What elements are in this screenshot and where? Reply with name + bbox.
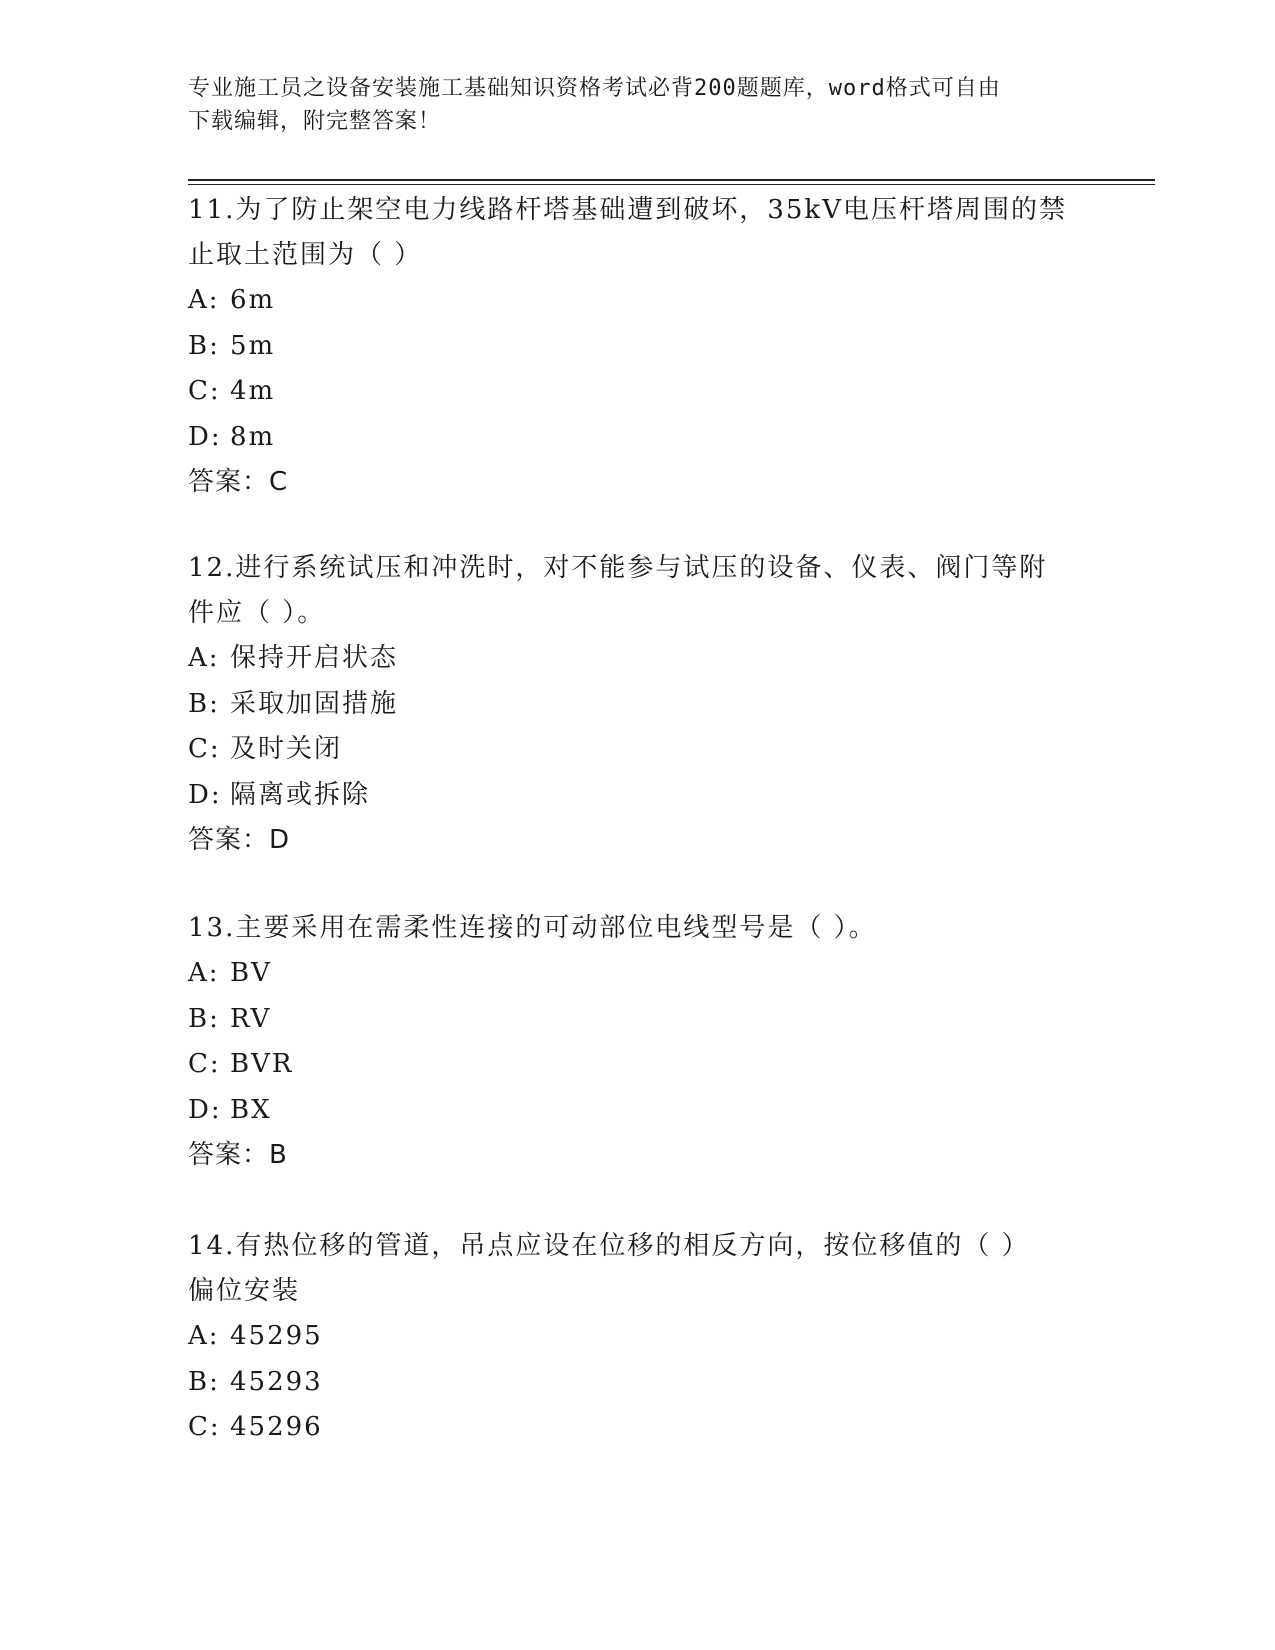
option-text: 5m (230, 330, 276, 361)
option-key: D: (188, 1094, 222, 1125)
option-key: C: (188, 734, 221, 764)
question-stem-line: 偏位安装 (188, 1276, 301, 1306)
option-key: B: (188, 688, 220, 719)
option-c (188, 1042, 1088, 1088)
option-key: B: (188, 330, 220, 361)
option-text: 采取加固措施 (230, 688, 399, 719)
option-text: 6m (230, 285, 276, 315)
question-stem-line: 14.有热位移的管道，吊点应设在位移的相反方向，按位移值的（ ） (188, 1231, 1030, 1261)
option-key: A: (188, 285, 220, 315)
option-text: RV (230, 1003, 272, 1034)
option-text: 隔离或拆除 (230, 779, 371, 810)
option-c (188, 1405, 1088, 1451)
question-stem-line: 13.主要采用在需柔性连接的可动部位电线型号是（ ）。 (188, 913, 877, 943)
option-b (188, 1360, 1088, 1406)
option-text: BVR (230, 1049, 294, 1079)
answer-line: 答案：D (188, 825, 291, 855)
option-text: 及时关闭 (230, 734, 343, 764)
option-a (188, 278, 1088, 324)
header-divider-thin (188, 184, 1155, 185)
option-text: 8m (230, 421, 276, 452)
question-stem-line: 11.为了防止架空电力线路杆塔基础遭到破坏，35kV电压杆塔周围的禁 (188, 195, 1067, 225)
option-text: 45296 (230, 1412, 323, 1442)
question-13 (188, 906, 1088, 1178)
option-text: 45295 (230, 1321, 323, 1351)
option-key: C: (188, 1412, 221, 1442)
question-stem-line: 止取土范围为（ ） (188, 240, 423, 270)
option-c (188, 369, 1088, 415)
header-divider-thick (188, 179, 1155, 181)
question-11 (188, 188, 1088, 505)
option-key: C: (188, 376, 221, 406)
option-text: BV (230, 958, 272, 988)
option-text: 保持开启状态 (230, 643, 399, 673)
answer-line: 答案：B (188, 1140, 288, 1170)
option-b (188, 997, 1088, 1043)
option-text: 45293 (230, 1366, 323, 1397)
option-d (188, 1088, 1088, 1134)
option-key: B: (188, 1366, 220, 1397)
option-key: A: (188, 958, 220, 988)
question-12 (188, 546, 1088, 863)
header-line-1: 专业施工员之设备安装施工基础知识资格考试必背200题题库，word格式可自由 (188, 76, 1001, 101)
option-b (188, 682, 1088, 728)
question-14 (188, 1224, 1088, 1451)
option-text: 4m (230, 376, 276, 406)
option-c (188, 727, 1088, 773)
question-stem-line: 12.进行系统试压和冲洗时，对不能参与试压的设备、仪表、阀门等附 (188, 553, 1048, 583)
answer-line: 答案：C (188, 467, 289, 497)
question-stem-line: 件应（ ）。 (188, 598, 326, 628)
option-key: B: (188, 1003, 220, 1034)
option-b (188, 324, 1088, 370)
option-a (188, 951, 1088, 997)
option-a (188, 636, 1088, 682)
option-text: BX (230, 1094, 272, 1125)
option-key: D: (188, 421, 222, 452)
document-header (188, 72, 1088, 138)
option-key: A: (188, 643, 220, 673)
header-line-2: 下载编辑，附完整答案！ (188, 109, 442, 134)
option-key: A: (188, 1321, 220, 1351)
option-key: D: (188, 779, 222, 810)
option-d (188, 773, 1088, 819)
option-key: C: (188, 1049, 221, 1079)
option-a (188, 1314, 1088, 1360)
option-d (188, 415, 1088, 461)
